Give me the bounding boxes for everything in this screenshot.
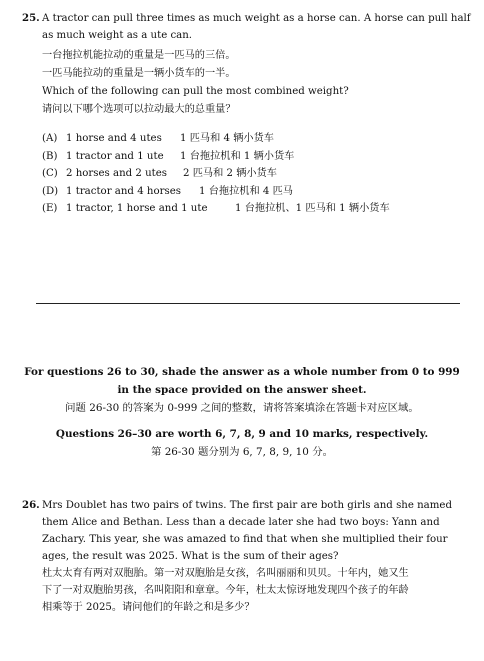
- option-text-en: 2 horses and 2 utes: [66, 168, 168, 180]
- question-26: [22, 497, 472, 616]
- option-text-en: 1 horse and 4 utes: [66, 133, 162, 144]
- answer-options: [42, 130, 472, 218]
- question-text-zh-1: 杜太太育有两对双胞胎。第一对双胞胎是女孩，名叫丽丽和贝贝。十年内，她又生: [42, 568, 409, 579]
- question-number: 25.: [22, 12, 40, 24]
- question-text-en-2: them Alice and Bethan. Less than a decade later she had two boys: Yann and: [42, 517, 440, 528]
- question-text-en-1: Mrs Doublet has two pairs of twins. The first pair are both girls and she named: [42, 500, 452, 511]
- marks-line-zh: 第 26-30 题分别为 6, 7, 8, 9, 10 分。: [151, 446, 333, 458]
- option-text-en: 1 tractor and 1 ute: [66, 150, 164, 162]
- answer-option-b[interactable]: [42, 148, 472, 166]
- answer-option-c[interactable]: [42, 165, 472, 183]
- option-text-zh: 1 台拖拉机、1 匹马和 1 辆小货车: [235, 203, 390, 215]
- option-text-zh: 2 匹马和 2 辆小货车: [183, 168, 277, 180]
- question-text-en-3: Zachary. This year, she was amazed to find that when she multiplied their four: [42, 534, 448, 545]
- answer-option-d[interactable]: [42, 183, 472, 201]
- question-text-zh-1: 一台拖拉机能拉动的重量是一匹马的三倍。: [42, 50, 236, 61]
- instruction-line-1: For questions 26 to 30, shade the answer as a whole number from 0 to 999: [24, 366, 460, 378]
- question-prompt-zh: 请问以下哪个选项可以拉动最大的总重量？: [42, 104, 236, 115]
- option-label: (C): [42, 168, 58, 180]
- question-number: 26.: [22, 499, 40, 511]
- option-label: (A): [42, 133, 58, 144]
- answer-option-e[interactable]: [42, 200, 472, 218]
- instruction-line-3: 问题 26-30 的答案为 0-999 之间的整数，请将答案填涂在答题卡对应区域。: [65, 402, 419, 414]
- question-text-en-1: A tractor can pull three times as much weight as a horse can. A horse can pull half: [42, 13, 471, 24]
- question-text-en-4: ages, the result was 2025. What is the sum of their ages?: [42, 551, 339, 562]
- instructions: [0, 363, 484, 461]
- instruction-line-2: in the space provided on the answer sheet.: [117, 384, 367, 396]
- option-text-en: 1 tractor and 4 horses: [66, 185, 181, 197]
- option-label: (E): [42, 203, 58, 215]
- option-text-zh: 1 台拖拉机和 4 匹马: [199, 185, 293, 197]
- section-divider: [36, 303, 460, 304]
- option-label: (D): [42, 185, 59, 197]
- option-text-en: 1 tractor, 1 horse and 1 ute: [66, 203, 208, 215]
- question-text-en-2: as much weight as a ute can.: [42, 30, 193, 41]
- option-text-zh: 1 匹马和 4 辆小货车: [180, 133, 274, 144]
- marks-line-en: Questions 26–30 are worth 6, 7, 8, 9 and 10 marks, respectively.: [55, 428, 429, 440]
- option-label: (B): [42, 150, 58, 162]
- question-text-zh-3: 相乘等于 2025。请问他们的年龄之和是多少？: [42, 602, 255, 613]
- option-text-zh: 1 台拖拉机和 1 辆小货车: [180, 150, 295, 162]
- question-text-zh-2: 一匹马能拉动的重量是一辆小货车的一半。: [42, 68, 236, 79]
- question-25: [22, 10, 472, 218]
- answer-option-a[interactable]: [42, 130, 472, 148]
- question-prompt-en: Which of the following can pull the most combined weight?: [42, 86, 349, 97]
- question-text-zh-2: 下了一对双胞胎男孩，名叫阳阳和章章。今年，杜太太惊讶地发现四个孩子的年龄: [42, 585, 409, 596]
